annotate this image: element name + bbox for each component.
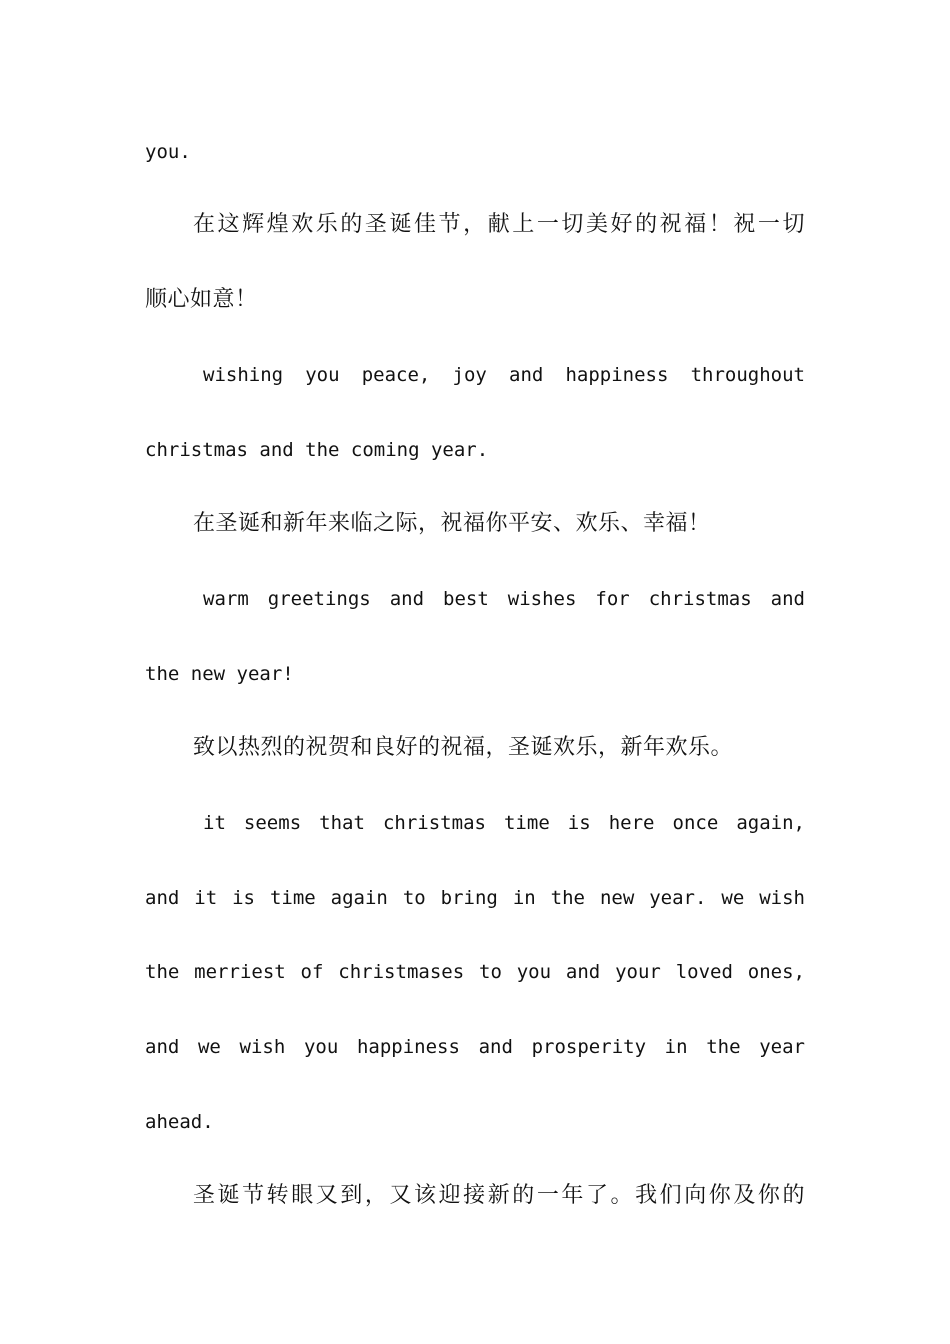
- text-line: the new year!: [145, 663, 294, 685]
- text-line: and it is time again to bring in the new year. we wish: [145, 887, 805, 909]
- text-line: christmas and the coming year.: [145, 439, 489, 461]
- text-line: 圣诞节转眼又到，又该迎接新的一年了。我们向你及你的: [193, 1183, 805, 1208]
- text-line: and we wish you happiness and prosperity in the year: [145, 1036, 805, 1058]
- text-line: 致以热烈的祝贺和良好的祝福，圣诞欢乐，新年欢乐。: [193, 735, 734, 760]
- text-line: 在圣诞和新年来临之际，祝福你平安、欢乐、幸福！: [193, 511, 711, 536]
- text-line: the merriest of christmases to you and your loved ones,: [145, 961, 805, 983]
- text-line: wishing you peace, joy and happiness throughout: [203, 364, 805, 386]
- text-line: 在这辉煌欢乐的圣诞佳节，献上一切美好的祝福！祝一切: [193, 212, 805, 237]
- text-line: warm greetings and best wishes for christmas and: [203, 588, 805, 610]
- text-line: it seems that christmas time is here once again,: [203, 812, 805, 834]
- text-line: ahead.: [145, 1111, 214, 1133]
- text-line: 顺心如意！: [145, 287, 258, 312]
- text-line: you.: [145, 141, 191, 163]
